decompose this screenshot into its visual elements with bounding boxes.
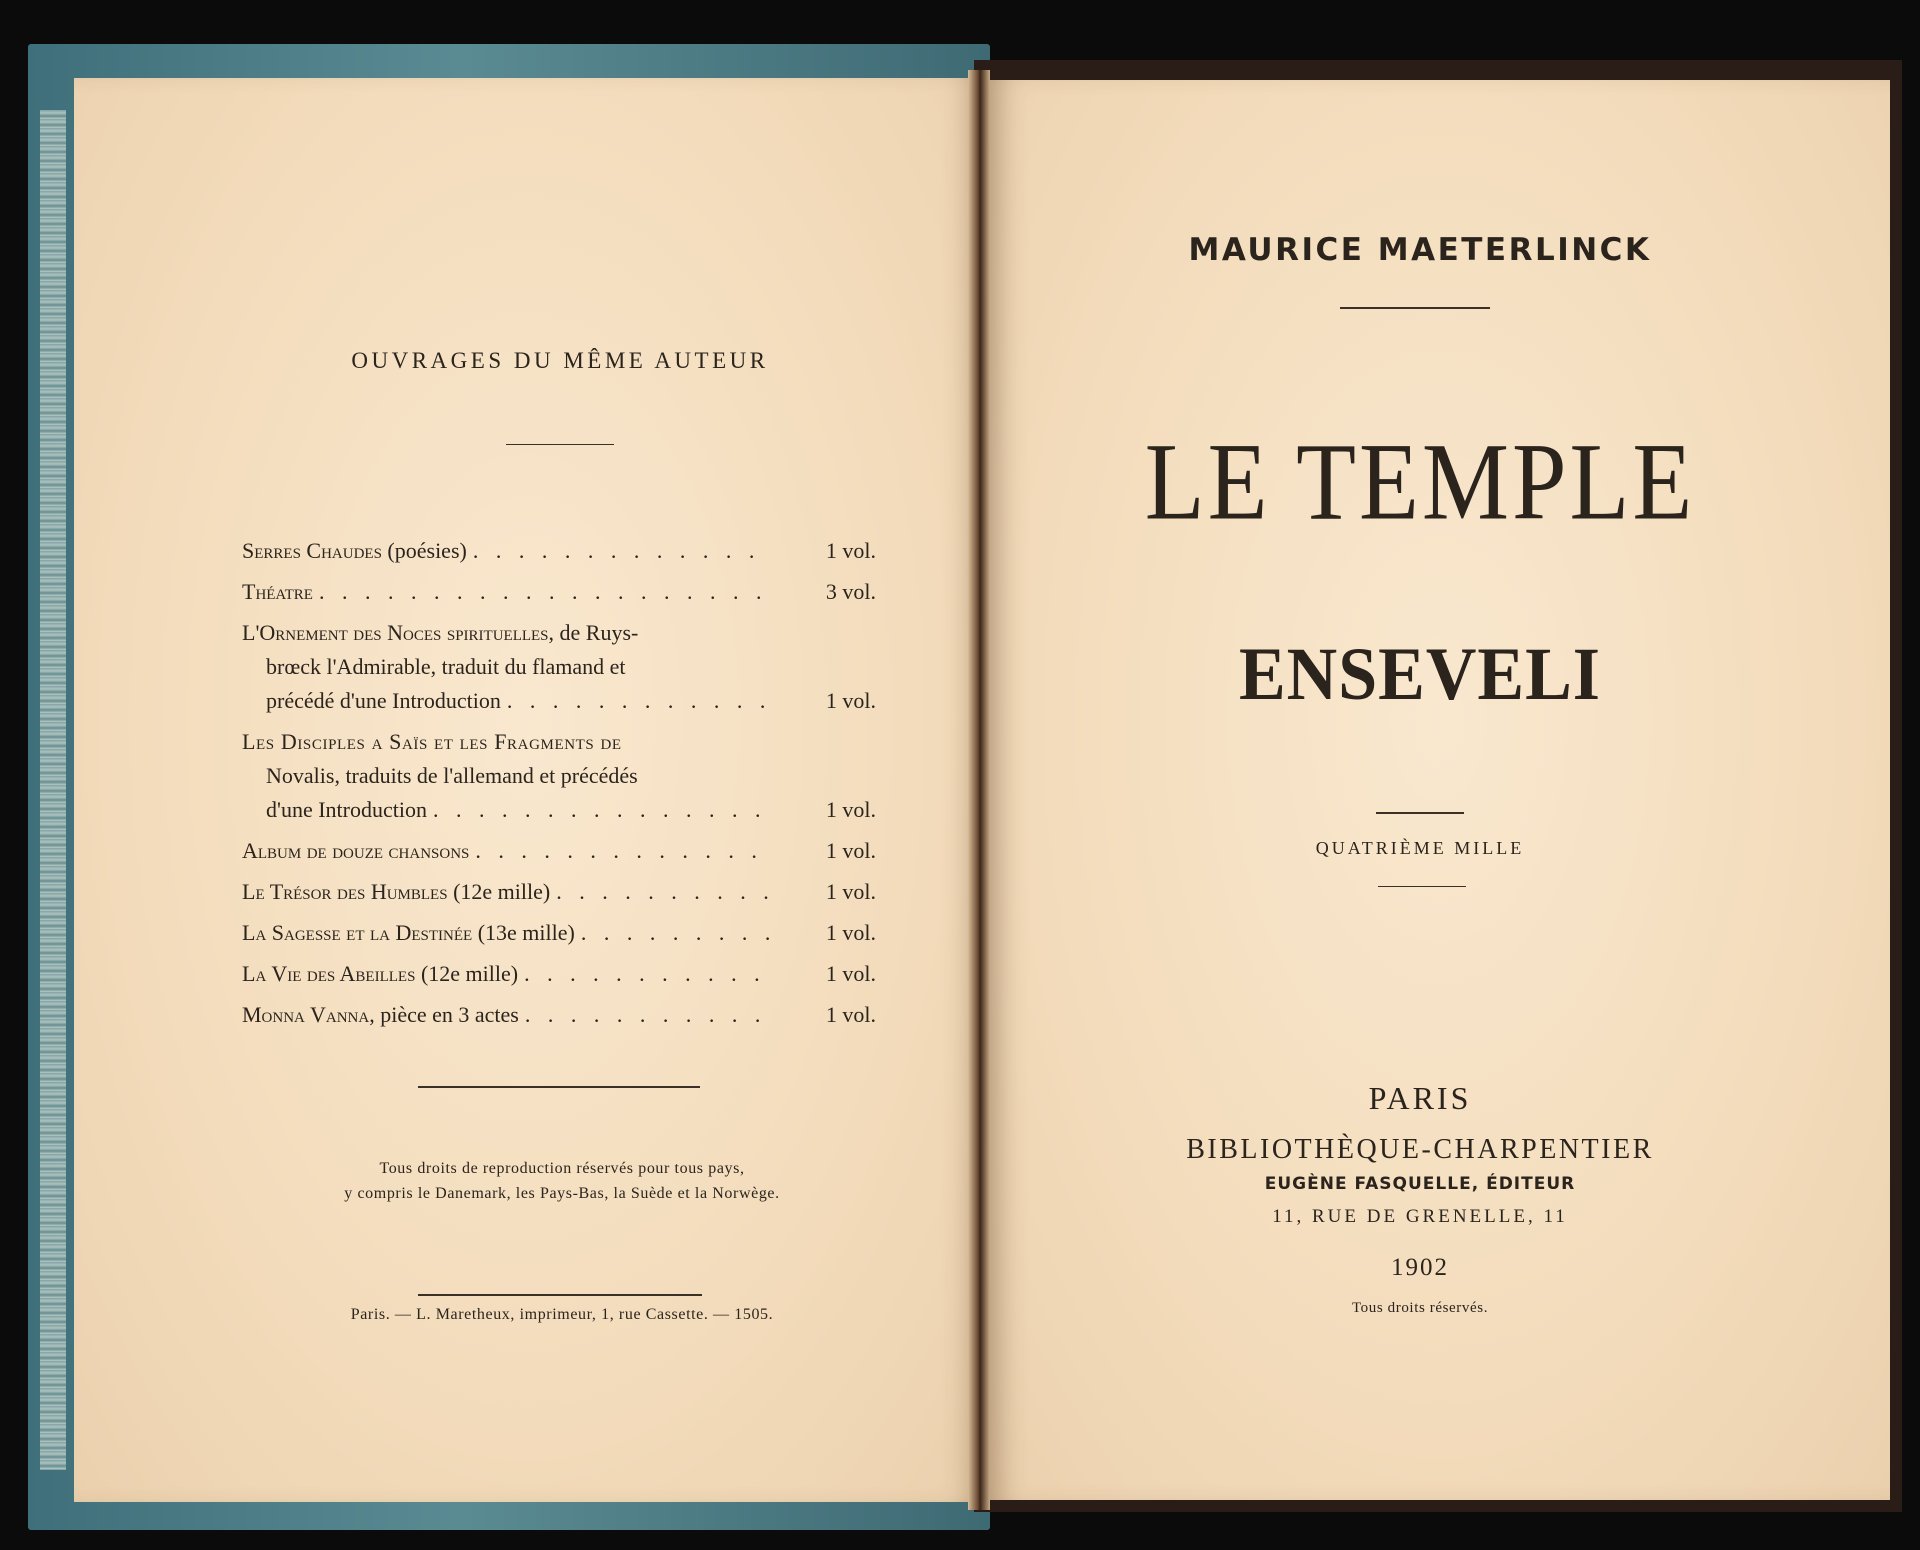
- publisher-name: BIBLIOTHÈQUE-CHARPENTIER: [1186, 1134, 1654, 1165]
- title-line-2: ENSEVELI: [1238, 633, 1602, 717]
- volume-count: 1 vol.: [825, 879, 876, 904]
- catalog-entry: La Sagesse et la Destinée (13e mille) . . . 1 vol.: [242, 916, 876, 950]
- reproduction-rights-note: Tous droits de reproduction réservés pour tous pays, y compris le Danemark, les Pays-Bas, la Suède et la Norwège.: [344, 1160, 780, 1202]
- catalog-end-rule: [418, 1086, 700, 1088]
- catalog-entry: Monna Vanna, pièce en 3 actes . . . 1 vol.: [242, 998, 876, 1032]
- volume-count: 1 vol.: [825, 797, 876, 822]
- printing-rule-top: [1376, 812, 1464, 814]
- volume-count: 3 vol.: [825, 579, 876, 604]
- author-rule: [1340, 307, 1490, 309]
- printer-rule: [418, 1294, 702, 1296]
- editor-name: EUGÈNE FASQUELLE, ÉDITEUR: [1264, 1174, 1576, 1194]
- catalog-entry: Théatre . . . 3 vol.: [242, 575, 876, 609]
- publication-year: 1902: [1391, 1254, 1449, 1281]
- rights-reserved: Tous droits réservés.: [1351, 1300, 1489, 1316]
- catalog-entry: La Vie des Abeilles (12e mille) . . . 1 vol.: [242, 957, 876, 991]
- volume-count: 1 vol.: [825, 1002, 876, 1027]
- page-edges: [40, 110, 66, 1470]
- other-works-heading: OUVRAGES DU MÊME AUTEUR: [351, 348, 769, 373]
- volume-count: 1 vol.: [825, 920, 876, 945]
- volume-count: 1 vol.: [825, 538, 876, 563]
- catalog-entry: Serres Chaudes (poésies) . . . 1 vol.: [242, 534, 876, 568]
- volume-count: 1 vol.: [825, 838, 876, 863]
- publisher-address: 11, RUE DE GRENELLE, 11: [1272, 1206, 1568, 1227]
- catalog-entry: L'Ornement des Noces spirituelles, de Ruys- brœck l'Admirable, traduit du flamand et précédé d'une Introduction . . . 1 vol.: [242, 616, 876, 718]
- works-catalog: [242, 534, 876, 1039]
- printing-rule-bottom: [1378, 886, 1466, 887]
- book-gutter: [968, 70, 990, 1510]
- right-page: [988, 80, 1890, 1500]
- volume-count: 1 vol.: [825, 688, 876, 713]
- title-line-1: LE TEMPLE: [1144, 422, 1696, 544]
- author-name: MAURICE MAETERLINCK: [1188, 232, 1652, 268]
- heading-rule: [506, 444, 614, 445]
- printer-imprint: Paris. — L. Maretheux, imprimeur, 1, rue Cassette. — 1505.: [350, 1306, 774, 1323]
- publication-city: PARIS: [1368, 1080, 1472, 1116]
- catalog-entry: Le Trésor des Humbles (12e mille) . . . 1 vol.: [242, 875, 876, 909]
- volume-count: 1 vol.: [825, 961, 876, 986]
- catalog-entry: Album de douze chansons . . . 1 vol.: [242, 834, 876, 868]
- catalog-entry: Les Disciples a Saïs et les Fragments de Novalis, traduits de l'allemand et précédés d'une Introduction . . . 1 vol.: [242, 725, 876, 827]
- printing-edition: QUATRIÈME MILLE: [1315, 838, 1525, 858]
